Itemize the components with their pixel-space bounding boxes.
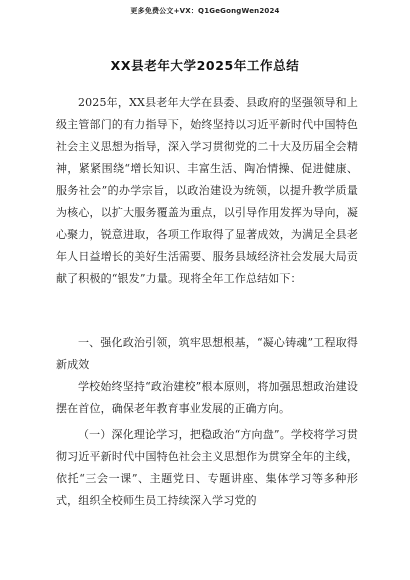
paragraph-subsection-1: （一）深化理论学习，把稳政治“方向盘”。学校将学习贯彻习近平新时代中国特色社会主义思想作为贯穿全年的主线，依托“三会一课”、主题党日、专题讲座、集体学习等多种形式，组织全校师生员工持续深入学习党的 <box>56 428 358 507</box>
header-note: 更多免费公文+VX：Q1GeGongWen2024 <box>130 7 280 15</box>
document-title: XX县老年大学2025年工作总结 <box>110 58 300 73</box>
section-heading-1: 一、强化政治引领，筑牢思想根基，“凝心铸魂”工程取得新成效 <box>56 336 358 371</box>
paragraph-section-1: 学校始终坚持“政治建校”根本原则，将加强思想政治建设摆在首位，确保老年教育事业发展的正确方向。 <box>56 380 358 415</box>
paragraph-intro: 2025年，XX县老年大学在县委、县政府的坚强领导和上级主管部门的有力指导下，始终坚持以习近平新时代中国特色社会主义思想为指导，深入学习贯彻党的二十大及历届全会精神，紧紧围绕“增长知识、丰富生活、陶冶情操、促进健康、服务社会”的办学宗旨，以政治建设为统领，以提升教学质量为核心，以扩大服务覆盖为重点，以引导作用发挥为导向，凝心聚力，锐意进取，各项工作取得了显著成效，为满足全县老年人日益增长的美好生活需要、服务县域经济社会发展大局贡献了积极的“银发”力量。现将全年工作总结如下： <box>56 96 358 285</box>
